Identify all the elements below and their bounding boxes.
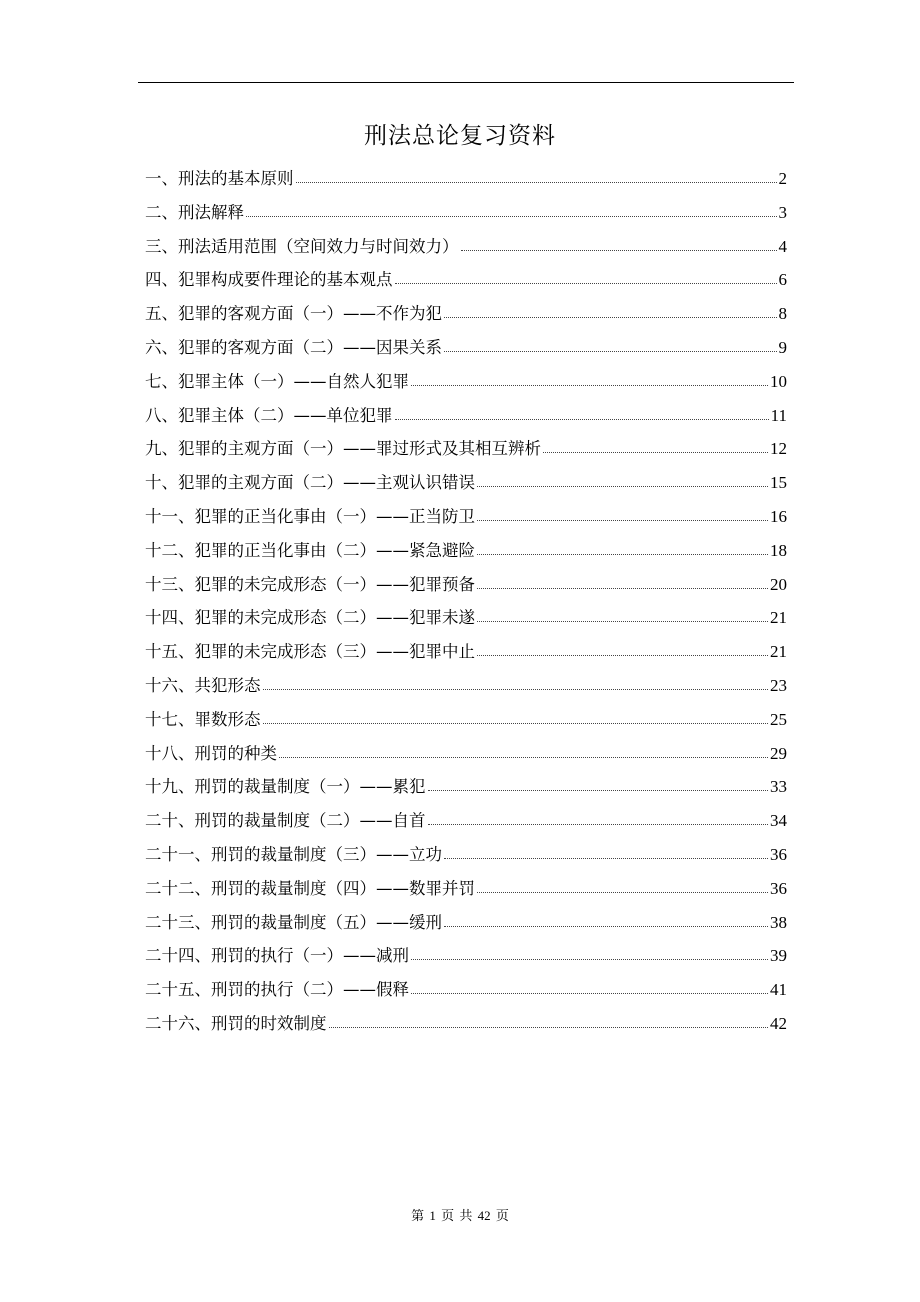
toc-dot-leader <box>477 519 768 521</box>
toc-entry-title: 二十、刑罚的裁量制度（二）——自首 <box>145 811 426 831</box>
toc-dot-leader <box>296 181 777 183</box>
toc-dot-leader <box>428 823 769 825</box>
toc-dot-leader <box>477 620 768 622</box>
toc-entry-page-number: 39 <box>770 946 787 966</box>
toc-entry-page-number: 21 <box>770 608 787 628</box>
toc-entry-title: 二十二、刑罚的裁量制度（四）——数罪并罚 <box>145 878 475 898</box>
toc-entry-title: 十六、共犯形态 <box>145 675 261 695</box>
toc-entry-title: 十七、罪数形态 <box>145 709 261 729</box>
toc-entry[interactable] <box>145 399 787 433</box>
toc-dot-leader <box>428 789 769 791</box>
toc-entry[interactable] <box>145 872 787 906</box>
toc-entry[interactable] <box>145 196 787 230</box>
toc-entry-page-number: 23 <box>770 675 787 695</box>
toc-entry[interactable] <box>145 973 787 1007</box>
toc-dot-leader <box>395 418 769 420</box>
toc-entry-title: 一、刑法的基本原则 <box>145 169 294 188</box>
toc-entry-page-number: 34 <box>770 811 787 831</box>
toc-entry-title: 十、犯罪的主观方面（二）——主观认识错误 <box>145 473 475 493</box>
toc-dot-leader <box>477 485 768 487</box>
toc-entry-title: 八、犯罪主体（二）——单位犯罪 <box>145 405 393 425</box>
toc-entry-page-number: 41 <box>770 980 787 1000</box>
toc-entry-page-number: 33 <box>770 777 787 797</box>
toc-entry[interactable] <box>145 331 787 365</box>
toc-entry-title: 九、犯罪的主观方面（一）——罪过形式及其相互辨析 <box>145 439 541 459</box>
toc-entry[interactable] <box>145 669 787 703</box>
toc-entry-page-number: 20 <box>770 574 787 594</box>
toc-dot-leader <box>411 992 768 994</box>
toc-dot-leader <box>444 350 777 352</box>
toc-entry[interactable] <box>145 939 787 973</box>
toc-entry[interactable] <box>145 1007 787 1041</box>
toc-entry-page-number: 25 <box>770 709 787 729</box>
toc-entry[interactable] <box>145 297 787 331</box>
toc-entry-page-number: 15 <box>770 473 787 493</box>
toc-entry-page-number: 4 <box>778 236 787 256</box>
toc-dot-leader <box>444 925 768 927</box>
page-footer: 第 1 页 共 42 页 <box>411 1208 509 1223</box>
toc-entry[interactable] <box>145 365 787 399</box>
toc-entry-title: 四、犯罪构成要件理论的基本观点 <box>145 270 393 290</box>
toc-entry-title: 二十五、刑罚的执行（二）——假释 <box>145 980 409 1000</box>
toc-entry-page-number: 36 <box>770 844 787 864</box>
toc-dot-leader <box>411 384 768 386</box>
toc-dot-leader <box>329 1026 769 1028</box>
toc-dot-leader <box>461 249 777 251</box>
toc-dot-leader <box>444 316 777 318</box>
toc-entry-title: 十二、犯罪的正当化事由（二）——紧急避险 <box>145 540 475 560</box>
toc-entry-page-number: 6 <box>778 270 787 290</box>
toc-dot-leader <box>477 587 768 589</box>
toc-entry-title: 十三、犯罪的未完成形态（一）——犯罪预备 <box>145 574 475 594</box>
toc-entry-page-number: 16 <box>770 506 787 526</box>
toc-entry[interactable] <box>145 635 787 669</box>
toc-entry-title: 二、刑法解释 <box>145 202 244 222</box>
toc-entry-page-number: 36 <box>770 878 787 898</box>
toc-entry[interactable] <box>145 230 787 264</box>
toc-entry[interactable] <box>145 906 787 940</box>
toc-dot-leader <box>263 688 769 690</box>
toc-dot-leader <box>263 722 769 724</box>
toc-entry-title: 二十六、刑罚的时效制度 <box>145 1013 327 1033</box>
toc-entry-title: 三、刑法适用范围（空间效力与时间效力） <box>145 236 459 256</box>
toc-entry-page-number: 9 <box>778 337 787 357</box>
toc-entry-title: 七、犯罪主体（一）——自然人犯罪 <box>145 371 409 391</box>
toc-dot-leader <box>543 451 768 453</box>
toc-entry-page-number: 42 <box>770 1013 787 1033</box>
toc-entry-page-number: 10 <box>770 371 787 391</box>
toc-entry-title: 十八、刑罚的种类 <box>145 743 277 763</box>
toc-entry[interactable] <box>145 770 787 804</box>
toc-entry-page-number: 29 <box>770 743 787 763</box>
table-of-contents <box>145 162 787 1041</box>
toc-entry[interactable] <box>145 466 787 500</box>
toc-entry[interactable] <box>145 534 787 568</box>
toc-entry-page-number: 12 <box>770 439 787 459</box>
toc-entry[interactable] <box>145 804 787 838</box>
toc-dot-leader <box>279 756 768 758</box>
toc-entry-page-number: 18 <box>770 540 787 560</box>
document-title: 刑法总论复习资料 <box>364 123 556 149</box>
header-rule <box>138 82 794 83</box>
toc-entry-title: 二十三、刑罚的裁量制度（五）——缓刑 <box>145 912 442 932</box>
toc-entry-title: 十五、犯罪的未完成形态（三）——犯罪中止 <box>145 642 475 662</box>
toc-entry-page-number: 8 <box>778 304 787 324</box>
toc-entry-title: 二十四、刑罚的执行（一）——减刑 <box>145 946 409 966</box>
toc-entry[interactable] <box>145 263 787 297</box>
toc-dot-leader <box>411 958 768 960</box>
toc-entry-page-number: 21 <box>770 642 787 662</box>
toc-entry-title: 十九、刑罚的裁量制度（一）——累犯 <box>145 777 426 797</box>
toc-entry-page-number: 3 <box>778 202 787 222</box>
toc-dot-leader <box>477 553 768 555</box>
toc-entry[interactable] <box>145 432 787 466</box>
toc-entry-page-number: 38 <box>770 912 787 932</box>
toc-entry[interactable] <box>145 500 787 534</box>
toc-entry[interactable] <box>145 568 787 602</box>
toc-entry[interactable] <box>145 703 787 737</box>
toc-entry[interactable] <box>145 162 787 196</box>
toc-entry-page-number: 11 <box>770 405 787 425</box>
toc-dot-leader <box>477 654 768 656</box>
toc-dot-leader <box>477 891 768 893</box>
toc-entry-title: 十四、犯罪的未完成形态（二）——犯罪未遂 <box>145 608 475 628</box>
toc-entry-title: 五、犯罪的客观方面（一）——不作为犯 <box>145 304 442 324</box>
toc-dot-leader <box>395 282 777 284</box>
toc-entry[interactable] <box>145 601 787 635</box>
toc-entry[interactable] <box>145 838 787 872</box>
toc-entry-page-number: 2 <box>778 169 787 188</box>
toc-entry-title: 十一、犯罪的正当化事由（一）——正当防卫 <box>145 506 475 526</box>
toc-dot-leader <box>246 215 777 217</box>
toc-entry-title: 六、犯罪的客观方面（二）——因果关系 <box>145 337 442 357</box>
toc-dot-leader <box>444 857 768 859</box>
toc-entry-title: 二十一、刑罚的裁量制度（三）——立功 <box>145 844 442 864</box>
toc-entry[interactable] <box>145 737 787 771</box>
